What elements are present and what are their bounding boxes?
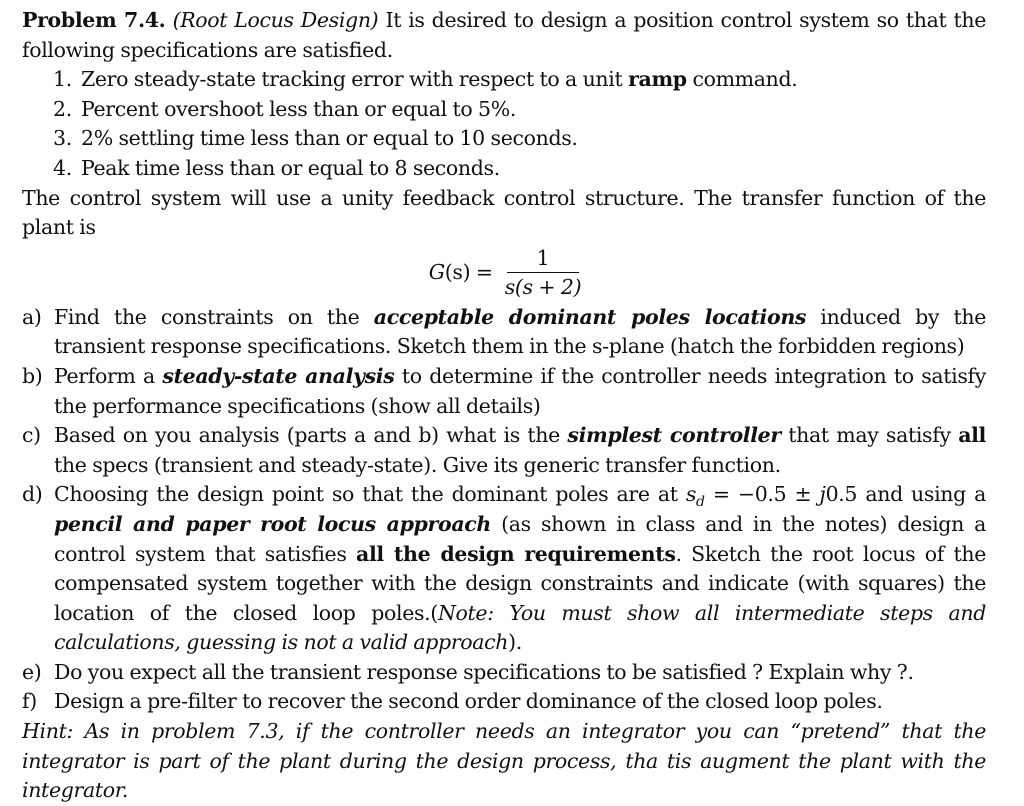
part-label: a) bbox=[22, 304, 42, 329]
equation-lhs: G(s) = bbox=[428, 259, 493, 284]
question-part-d bbox=[22, 480, 986, 658]
spec-item bbox=[22, 154, 986, 184]
question-part-f bbox=[22, 687, 986, 717]
part-bold: all bbox=[958, 423, 986, 448]
problem-header bbox=[22, 6, 986, 65]
fraction-bar bbox=[507, 272, 579, 273]
spec-item bbox=[22, 95, 986, 125]
part-text: Do you expect all the transient response specifications to be satisfied ? Explain why ?. bbox=[54, 659, 914, 684]
spec-number: 4. bbox=[53, 155, 72, 180]
part-label: f) bbox=[22, 689, 37, 714]
question-parts bbox=[22, 303, 986, 717]
question-part-b bbox=[22, 362, 986, 421]
design-point-math: $s_d = -0.5 \pm j0.5$ bbox=[685, 482, 858, 511]
specifications-list bbox=[22, 65, 986, 183]
part-text: Choosing the design point so that the dominant poles are at $s_d = -0.5 \pm j0.5$ and using a pencil and paper root locus approach (as shown in class and in the notes) design a control system that satisfies all the design requirements. Sketch the root locus of the compensated system together with the design constraints and indicate (with squares) the location of the closed loop poles.(Note: You must show all intermediate steps and calculations, guessing is not a valid approach). bbox=[54, 482, 986, 655]
part-text: Perform a steady-state analysis to determine if the controller needs integration to satisfy the performance specifications (show all details) bbox=[54, 363, 986, 418]
part-label: c) bbox=[22, 423, 41, 448]
part-text: Design a pre-filter to recover the second order dominance of the closed loop poles. bbox=[54, 689, 883, 714]
part-note: Note: You must show all intermediate steps and calculations, guessing is not a valid approach bbox=[54, 600, 986, 655]
equation-denominator: s(s + 2) bbox=[504, 274, 582, 299]
hint-text: Hint: As in problem 7.3, if the controller needs an integrator you can “pretend” that the integrator is part of the plant during the design process, tha tis augment the plant with the integrator. bbox=[22, 719, 986, 803]
spec-text: Zero steady-state tracking error with respect to a unit ramp command. bbox=[81, 67, 798, 92]
equation-fraction bbox=[505, 246, 582, 300]
spec-emphasis: ramp bbox=[628, 67, 687, 92]
spec-number: 3. bbox=[53, 126, 72, 151]
part-text: Based on you analysis (parts a and b) what is the simplest controller that may satisfy all the specs (transient and steady-state). Give its generic transfer function. bbox=[54, 423, 986, 477]
part-bold: all the design requirements bbox=[356, 541, 676, 566]
spec-text: Peak time less than or equal to 8 seconds. bbox=[81, 155, 500, 180]
part-emphasis: steady-state analysis bbox=[162, 363, 395, 388]
part-label: d) bbox=[22, 482, 43, 507]
question-part-c bbox=[22, 421, 986, 480]
equation-numerator: 1 bbox=[536, 245, 550, 270]
question-part-a bbox=[22, 303, 986, 362]
spec-number: 1. bbox=[53, 67, 72, 92]
spec-text: 2% settling time less than or equal to 10 seconds. bbox=[81, 126, 578, 151]
part-emphasis: pencil and paper root locus approach bbox=[54, 511, 491, 536]
part-label: b) bbox=[22, 363, 43, 388]
structure-paragraph: The control system will use a unity feedback control structure. The transfer function of the plant is bbox=[22, 185, 986, 240]
spec-number: 2. bbox=[53, 96, 72, 121]
problem-title: Problem 7.4. bbox=[22, 8, 166, 32]
spec-text: Percent overshoot less than or equal to 5%. bbox=[81, 96, 517, 121]
part-emphasis: simplest controller bbox=[567, 423, 781, 448]
problem-subtitle: (Root Locus Design) bbox=[172, 8, 379, 32]
spec-item bbox=[22, 65, 986, 95]
spec-item bbox=[22, 124, 986, 154]
question-part-e bbox=[22, 658, 986, 688]
part-label: e) bbox=[22, 659, 42, 684]
problem-intro: It is desired to design a position control system so that the following specifications are satisfied. bbox=[22, 8, 987, 62]
plant-transfer-function bbox=[22, 243, 986, 303]
part-emphasis: acceptable dominant poles locations bbox=[373, 304, 807, 329]
part-text: Find the constraints on the acceptable dominant poles locations induced by the transient response specifications. Sketch them in the s-plane (hatch the forbidden regions) bbox=[54, 304, 986, 359]
